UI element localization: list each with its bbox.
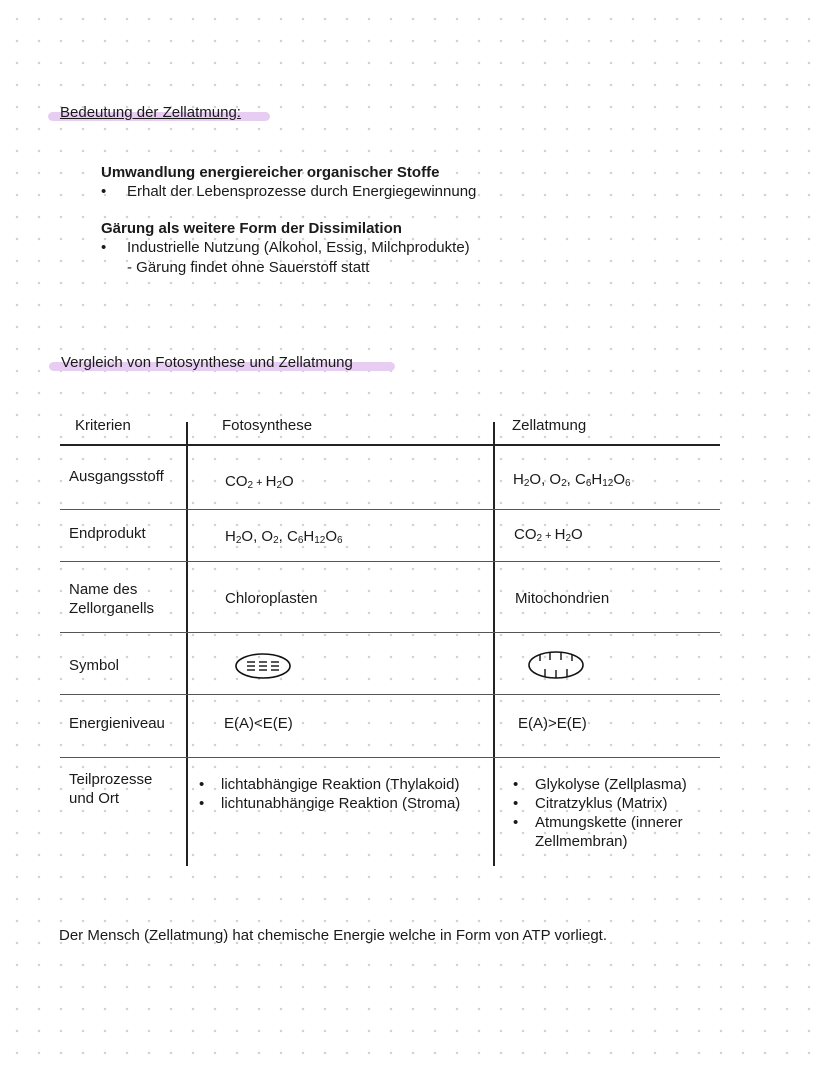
heading-text: Vergleich von Fotosynthese und Zellatmung — [61, 354, 353, 371]
list-teilprozesse-foto — [193, 775, 488, 813]
formula-subscript: 2 — [565, 533, 572, 544]
formula-part: O, O — [529, 471, 562, 488]
block-title-gaerung: Gärung als weitere Form der Dissimilation — [101, 220, 402, 237]
section-heading-bedeutung — [60, 104, 241, 121]
block-title-umwandlung: Umwandlung energiereicher organischer Stoffe — [101, 164, 440, 181]
formula-part: H — [554, 526, 566, 543]
formula-part: , C — [566, 471, 586, 488]
formula-part: CO — [514, 526, 537, 543]
cell-energie-zell: E(A)>E(E) — [518, 715, 587, 732]
cell-endprodukt-foto — [225, 527, 343, 550]
bullet-icon: • — [101, 183, 107, 200]
formula-part: , C — [278, 528, 298, 545]
list-teilprozesse-zell — [507, 775, 707, 851]
formula-part: H — [303, 528, 315, 545]
cell-organell-zell: Mitochondrien — [515, 590, 610, 607]
cell-ausgangsstoff-zell — [513, 470, 631, 493]
formula-subscript: 2 — [273, 535, 279, 546]
bullet-icon: • — [101, 239, 107, 256]
table-header-kriterien: Kriterien — [75, 417, 131, 434]
formula-subscript: 12 — [314, 535, 326, 546]
formula-subscript: 6 — [337, 535, 343, 546]
row-label-symbol: Symbol — [69, 657, 120, 674]
cell-energie-foto: E(A)<E(E) — [224, 715, 293, 732]
formula-part: CO — [225, 473, 248, 490]
list-item: • lichtabhängige Reaktion (Thylakoid) — [193, 775, 488, 794]
formula-subscript: 2 — [276, 480, 283, 491]
row-label-endprodukt: Endprodukt — [69, 525, 146, 542]
formula-part: O — [325, 528, 338, 545]
formula-part: + — [542, 530, 555, 542]
formula-part: O — [282, 473, 294, 490]
section-heading-vergleich — [61, 354, 353, 371]
list-item: • lichtunabhängige Reaktion (Stroma) — [193, 794, 488, 813]
table-row-rule — [60, 694, 720, 695]
table-divider-vertical-1 — [186, 422, 188, 866]
table-header-zellatmung: Zellatmung — [512, 417, 587, 434]
cell-endprodukt-zell — [514, 525, 583, 548]
sub-line-gaerung: - Gärung findet ohne Sauerstoff statt — [127, 259, 370, 276]
formula-subscript: 2 — [235, 535, 242, 546]
formula-subscript: 2 — [561, 478, 567, 489]
chloroplast-symbol-icon — [234, 651, 292, 681]
formula-part: H — [513, 471, 524, 488]
formula-part: O — [571, 526, 583, 543]
bullet-text: Industrielle Nutzung (Alkohol, Essig, Milchprodukte) — [127, 239, 470, 256]
row-label-ausgangsstoff: Ausgangsstoff — [69, 468, 164, 485]
table-row-rule — [60, 632, 720, 633]
label-line: Name des — [69, 581, 138, 598]
formula-part: H — [225, 528, 236, 545]
cell-ausgangsstoff-foto — [225, 472, 294, 495]
formula-subscript: 6 — [585, 478, 592, 489]
table-header-fotosynthese: Fotosynthese — [222, 417, 313, 434]
row-label-energie: Energieniveau — [69, 715, 165, 732]
table-header-rule — [60, 444, 720, 446]
bullet-text: Erhalt der Lebensprozesse durch Energiegewinnung — [127, 183, 477, 200]
label-line: und Ort — [69, 790, 120, 807]
row-label-organell — [69, 580, 154, 618]
list-item: • Citratzyklus (Matrix) — [507, 794, 707, 813]
formula-part: O, O — [241, 528, 274, 545]
row-label-teilprozesse — [69, 770, 152, 808]
list-item: • Atmungskette (innerer Zellmembran) — [507, 813, 707, 851]
formula-part: O — [613, 471, 626, 488]
table-row-rule — [60, 757, 720, 758]
formula-part: H — [591, 471, 603, 488]
formula-subscript: 6 — [625, 478, 631, 489]
heading-text: Bedeutung der Zellatmung: — [60, 104, 241, 121]
mitochondrion-symbol-icon — [526, 647, 586, 683]
formula-subscript: 2 — [523, 478, 530, 489]
label-line: Zellorganells — [69, 600, 155, 617]
formula-subscript: 6 — [297, 535, 304, 546]
label-line: Teilprozesse — [69, 771, 153, 788]
table-row-rule — [60, 561, 720, 562]
table-row-rule — [60, 509, 720, 510]
list-item: • Glykolyse (Zellplasma) — [507, 775, 707, 794]
formula-part: H — [265, 473, 277, 490]
formula-subscript: 12 — [602, 478, 614, 489]
table-divider-vertical-2 — [493, 422, 495, 866]
footer-text: Der Mensch (Zellatmung) hat chemische Energie welche in Form von ATP vorliegt. — [59, 927, 608, 944]
formula-subscript: 2 — [536, 533, 543, 544]
cell-organell-foto: Chloroplasten — [225, 590, 318, 607]
formula-subscript: 2 — [247, 480, 254, 491]
formula-part: + — [253, 477, 266, 489]
